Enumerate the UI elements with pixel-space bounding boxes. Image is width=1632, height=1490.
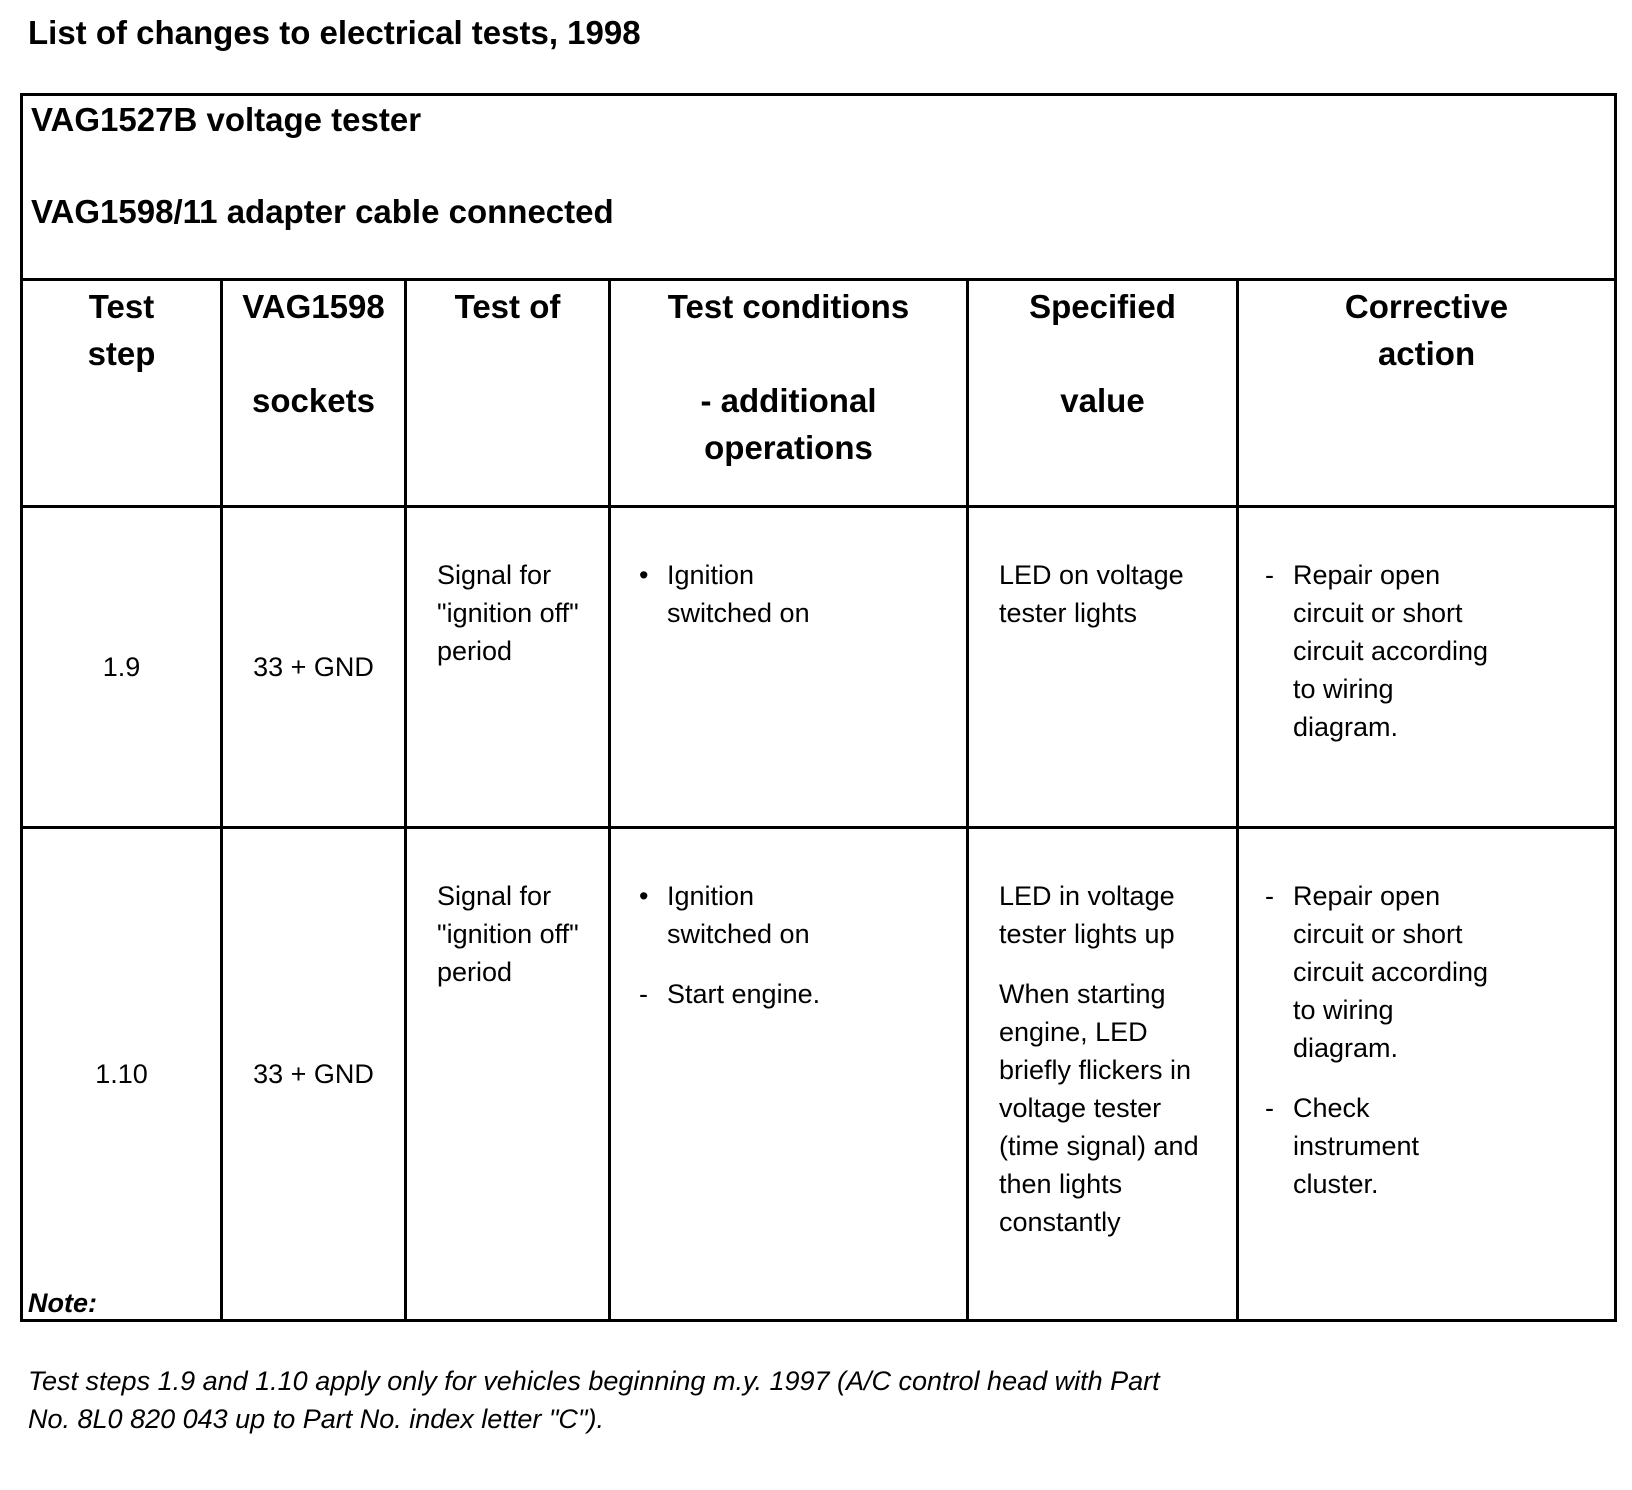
action-text (1293, 1089, 1608, 1203)
dash-mark: - (639, 979, 648, 1009)
header-specified-line: value (1060, 382, 1145, 419)
action-line: Repair open (1293, 560, 1441, 590)
action-text (1293, 556, 1608, 746)
specified-line: LED on voltage (999, 560, 1184, 590)
item-spacer (999, 953, 1230, 975)
action-text (1293, 877, 1608, 1067)
action-line: circuit or short (1293, 919, 1463, 949)
corrective-action-cell (1238, 507, 1616, 828)
header-test-step-line: Test (88, 288, 155, 325)
action-line: Repair open (1293, 881, 1441, 911)
test-conditions-cell (610, 507, 968, 828)
header-test-of (406, 280, 610, 507)
condition-line: Ignition (667, 560, 755, 590)
header-test-step (22, 280, 222, 507)
tool-line-tester: VAG1527B voltage tester (31, 101, 422, 138)
header-spacer (611, 330, 966, 377)
note-line: No. 8L0 820 043 up to Part No. index letter "C"). (28, 1404, 604, 1434)
header-specified-value (968, 280, 1238, 507)
condition-line: Start engine. (667, 979, 821, 1009)
specified-line: LED in voltage (999, 881, 1175, 911)
specified-line: voltage tester (999, 1093, 1162, 1123)
test-of-line: "ignition off" (437, 919, 579, 949)
specified-line: (time signal) and (999, 1131, 1199, 1161)
header-sockets (222, 280, 406, 507)
header-test-step-line: step (87, 335, 156, 372)
tool-spacer (31, 140, 1606, 192)
action-line: instrument (1293, 1131, 1420, 1161)
tool-row (22, 95, 1616, 280)
action-line: circuit or short (1293, 598, 1463, 628)
specified-line: tester lights (999, 598, 1138, 628)
test-of-line: "ignition off" (437, 598, 579, 628)
specified-line: engine, LED (999, 1017, 1148, 1047)
condition-text (667, 877, 966, 953)
test-step-cell: 1.10 (22, 828, 222, 1321)
test-conditions-cell (610, 828, 968, 1321)
test-of-line: period (437, 636, 513, 666)
dash-mark: - (1265, 1093, 1274, 1123)
bullet-mark: • (639, 881, 649, 911)
sockets-cell: 33 + GND (222, 507, 406, 828)
table-row (22, 507, 1616, 828)
condition-line: switched on (667, 598, 810, 628)
tool-line-adapter: VAG1598/11 adapter cable connected (31, 193, 614, 230)
header-spacer (223, 330, 404, 377)
action-line: to wiring (1293, 674, 1394, 704)
dash-mark: - (1265, 881, 1274, 911)
header-sockets-line: VAG1598 (242, 288, 385, 325)
test-of-line: Signal for (437, 560, 552, 590)
note-line: Test steps 1.9 and 1.10 apply only for vehicles beginning m.y. 1997 (A/C control head with Part (28, 1366, 1160, 1396)
note-label: Note: (28, 1288, 97, 1318)
corrective-action-cell (1238, 828, 1616, 1321)
header-conditions-line: - additional (700, 382, 877, 419)
test-of-line: Signal for (437, 881, 552, 911)
action-line: Check (1293, 1093, 1370, 1123)
condition-text (667, 556, 966, 632)
header-sockets-line: sockets (252, 382, 375, 419)
action-item (1265, 877, 1608, 1067)
header-corrective-line: Corrective (1344, 288, 1509, 325)
action-line: circuit according (1293, 957, 1489, 987)
condition-item (639, 877, 966, 953)
table-row (22, 828, 1616, 1321)
test-of-cell (406, 828, 610, 1321)
header-row (22, 280, 1616, 507)
specified-value-cell (968, 507, 1238, 828)
action-item (1265, 556, 1608, 746)
test-of-line: period (437, 957, 513, 987)
test-step-cell: 1.9 (22, 507, 222, 828)
bullet-mark: • (639, 560, 649, 590)
header-test-of-line: Test of (454, 288, 561, 325)
action-line: cluster. (1293, 1169, 1379, 1199)
action-line: circuit according (1293, 636, 1489, 666)
specified-line: then lights (999, 1169, 1123, 1199)
header-corrective-action (1238, 280, 1616, 507)
header-spacer (969, 330, 1236, 377)
specified-line: briefly flickers in (999, 1055, 1192, 1085)
electrical-test-table (20, 93, 1617, 1322)
header-specified-line: Specified (1029, 288, 1176, 325)
item-spacer (1265, 1067, 1608, 1089)
header-conditions-line: Test conditions (667, 288, 910, 325)
specified-line: When starting (999, 979, 1166, 1009)
tool-cell (22, 95, 1616, 280)
specified-line: constantly (999, 1207, 1121, 1237)
note-text (28, 1362, 1388, 1438)
test-of-cell (406, 507, 610, 828)
specified-line: tester lights up (999, 919, 1175, 949)
header-test-conditions (610, 280, 968, 507)
sockets-cell: 33 + GND (222, 828, 406, 1321)
action-line: diagram. (1293, 1033, 1399, 1063)
header-conditions-line: operations (704, 429, 873, 466)
condition-line: switched on (667, 919, 810, 949)
document-title: List of changes to electrical tests, 1998 (28, 14, 641, 51)
condition-text (667, 975, 966, 1013)
item-spacer (639, 953, 966, 975)
condition-item (639, 975, 966, 1013)
header-corrective-line: action (1377, 335, 1476, 372)
dash-mark: - (1265, 560, 1274, 590)
action-line: diagram. (1293, 712, 1399, 742)
action-item (1265, 1089, 1608, 1203)
action-line: to wiring (1293, 995, 1394, 1025)
specified-value-cell (968, 828, 1238, 1321)
condition-item (639, 556, 966, 632)
condition-line: Ignition (667, 881, 755, 911)
